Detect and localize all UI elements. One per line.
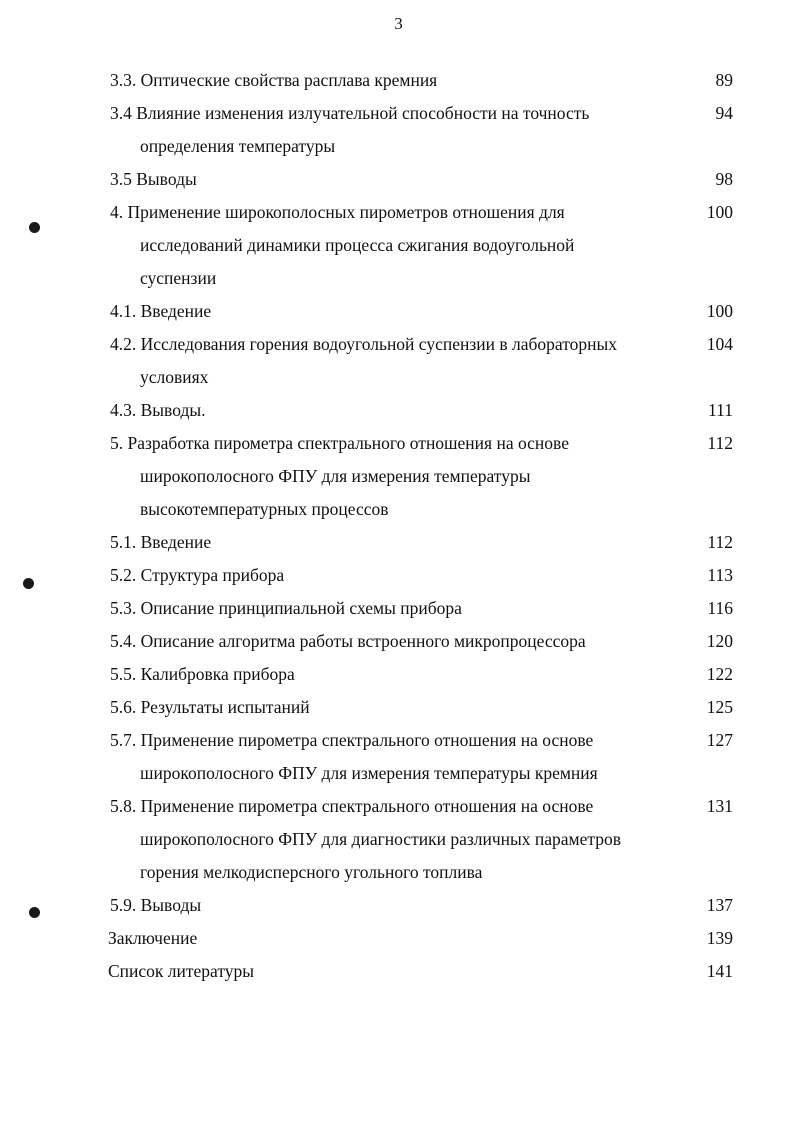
toc-entry-page-number: 94 xyxy=(715,103,733,123)
toc-entry-page-number: 89 xyxy=(715,70,733,90)
punch-hole-mark xyxy=(29,907,40,918)
toc-entry xyxy=(0,724,797,790)
toc-entry xyxy=(0,592,797,625)
toc-entry-title: 5.4. Описание алгоритма работы встроенного микропроцессора xyxy=(110,631,586,651)
punch-hole-mark xyxy=(29,222,40,233)
toc-entry-page-number: 104 xyxy=(706,334,733,354)
toc-entry-title: 5.6. Результаты испытаний xyxy=(110,697,310,717)
toc-entry-title-continuation: условиях xyxy=(140,367,209,387)
toc-entry xyxy=(0,526,797,559)
toc-entry-page-number: 122 xyxy=(706,664,733,684)
toc-entry xyxy=(0,955,797,988)
toc-entry xyxy=(0,691,797,724)
toc-entry-title-continuation: широкополосного ФПУ для диагностики различных параметров xyxy=(140,829,622,849)
toc-entry-title-continuation: суспензии xyxy=(140,268,217,288)
toc-entry-page-number: 125 xyxy=(706,697,733,717)
toc-entry xyxy=(0,658,797,691)
toc-entry-title: 5.7. Применение пирометра спектрального отношения на основе xyxy=(110,730,594,750)
toc-entry-title-continuation: горения мелкодисперсного угольного топлива xyxy=(140,862,483,882)
toc-entry-page-number: 141 xyxy=(706,961,733,981)
toc-entry-page-number: 100 xyxy=(706,301,733,321)
toc-entry-title-continuation: определения температуры xyxy=(140,136,336,156)
toc-entry-title: Заключение xyxy=(108,928,198,948)
toc-entry xyxy=(0,559,797,592)
toc-entry-page-number: 112 xyxy=(707,433,733,453)
toc-entry xyxy=(0,64,797,97)
toc-entry xyxy=(0,163,797,196)
toc-entry-page-number: 120 xyxy=(706,631,733,651)
toc-entry-title: 5. Разработка пирометра спектрального отношения на основе xyxy=(110,433,569,453)
punch-hole-mark xyxy=(23,578,34,589)
toc-entry-page-number: 116 xyxy=(707,598,733,618)
toc-entry-page-number: 98 xyxy=(715,169,733,189)
page-number: 3 xyxy=(394,14,403,33)
toc-entry-title-continuation: высокотемпературных процессов xyxy=(140,499,389,519)
toc-entry-title: 5.1. Введение xyxy=(110,532,212,552)
toc-entry xyxy=(0,427,797,526)
toc-entry-title: 5.9. Выводы xyxy=(110,895,202,915)
toc-entry-title: 5.8. Применение пирометра спектрального отношения на основе xyxy=(110,796,594,816)
toc-entry xyxy=(0,922,797,955)
toc-entry-title: 3.5 Выводы xyxy=(110,169,197,189)
toc-entry-title-continuation: исследований динамики процесса сжигания водоугольной xyxy=(140,235,575,255)
toc-entry-title: 4.1. Введение xyxy=(110,301,212,321)
toc-entry-title: 4.2. Исследования горения водоугольной суспензии в лабораторных xyxy=(110,334,618,354)
toc-entry xyxy=(0,790,797,889)
toc-entry-page-number: 127 xyxy=(706,730,733,750)
toc-entry-title: 5.5. Калибровка прибора xyxy=(110,664,295,684)
toc-entry-title: 5.3. Описание принципиальной схемы прибора xyxy=(110,598,462,618)
toc-entry-title: 3.4 Влияние изменения излучательной способности на точность xyxy=(110,103,590,123)
toc-entry-page-number: 112 xyxy=(707,532,733,552)
toc-entry-title-continuation: широкополосного ФПУ для измерения температуры xyxy=(140,466,531,486)
toc-entry xyxy=(0,97,797,163)
toc-entry xyxy=(0,625,797,658)
toc-entry xyxy=(0,394,797,427)
toc-entry-page-number: 137 xyxy=(706,895,733,915)
toc-entry-title: 5.2. Структура прибора xyxy=(110,565,285,585)
toc-entry-page-number: 139 xyxy=(706,928,733,948)
toc-entry-page-number: 113 xyxy=(707,565,733,585)
toc-entry xyxy=(0,328,797,394)
table-of-contents xyxy=(0,64,797,988)
toc-entry-title: Список литературы xyxy=(108,961,255,981)
toc-entry xyxy=(0,889,797,922)
toc-entry-title: 3.3. Оптические свойства расплава кремния xyxy=(110,70,438,90)
toc-entry-title: 4.3. Выводы. xyxy=(110,400,206,420)
toc-entry-title: 4. Применение широкополосных пирометров отношения для xyxy=(110,202,565,222)
toc-entry-page-number: 111 xyxy=(708,400,733,420)
toc-entry-page-number: 100 xyxy=(706,202,733,222)
toc-entry-title-continuation: широкополосного ФПУ для измерения температуры кремния xyxy=(140,763,598,783)
toc-entry xyxy=(0,295,797,328)
toc-entry-page-number: 131 xyxy=(706,796,733,816)
toc-entry xyxy=(0,196,797,295)
